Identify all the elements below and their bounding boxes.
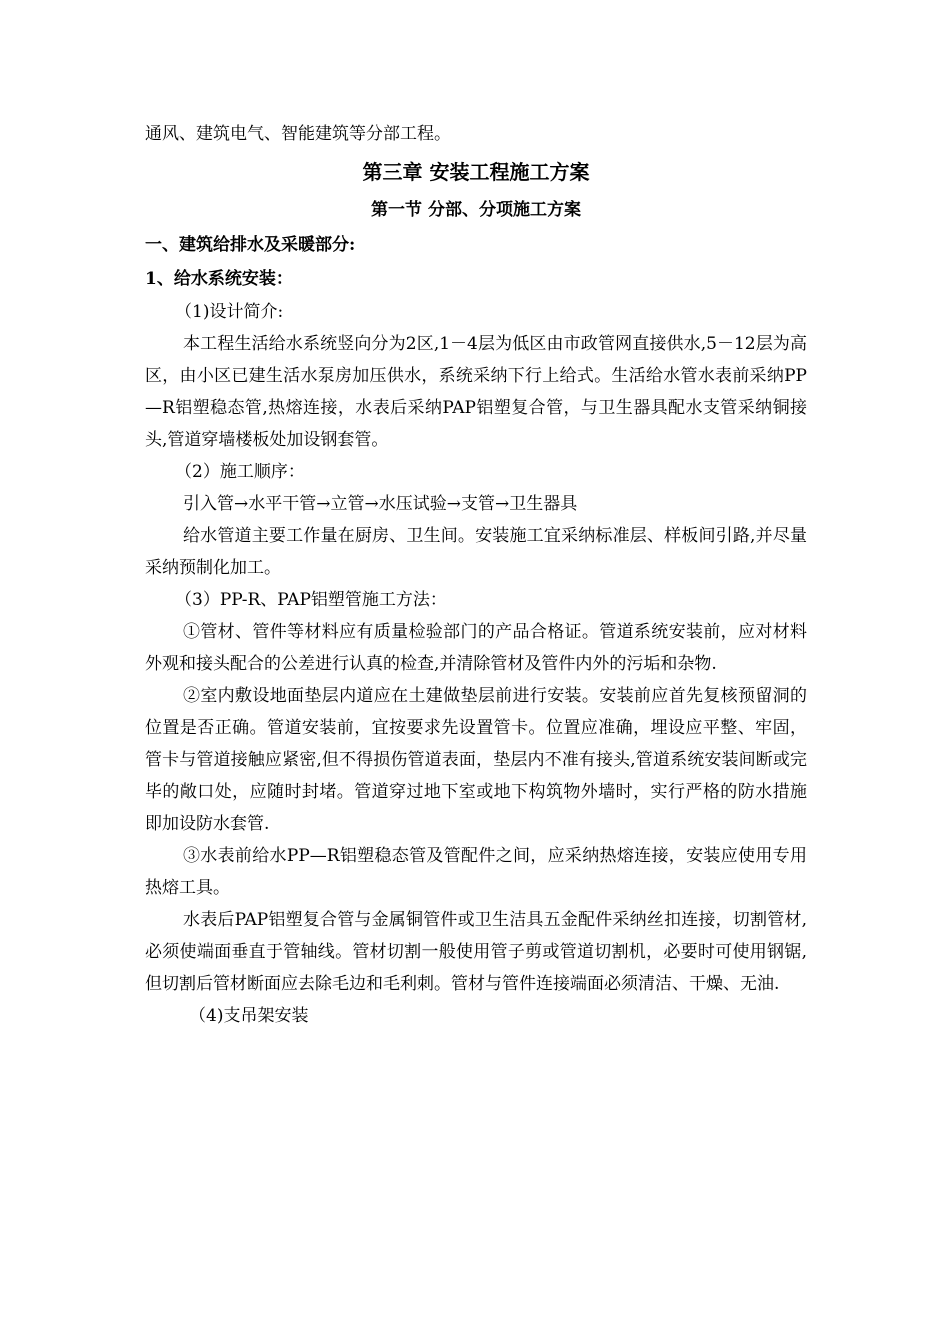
chapter-title: 第三章 安装工程施工方案 <box>362 160 590 184</box>
paragraph-item-3: ③水表前给水PP—R铝塑稳态管及管配件之间，应采纳热熔连接，安装应使用专用热熔工具。 <box>145 846 807 898</box>
paragraph-design-description: 本工程生活给水系统竖向分为2区,1－4层为低区由市政管网直接供水,5－12层为高区，由小区已建生活水泵房加压供水，系统采纳下行上给式。生活给水管水表前采纳PP—R铝塑稳态管,热熔连接，水表后采纳PAP铝塑复合管，与卫生器具配水支管采纳铜接头,管道穿墙楼板处加设钢套管。 <box>145 334 807 450</box>
subheading-pipe-method: （3）PP-R、PAP铝塑管施工方法： <box>175 590 447 610</box>
paragraph-continuation: 通风、建筑电气、智能建筑等分部工程。 <box>145 124 451 144</box>
subheading-construction-sequence: （2）施工顺序： <box>175 462 305 482</box>
document-body <box>145 118 807 1032</box>
paragraph-item-1: ①管材、管件等材料应有质量检验部门的产品合格证。管道系统安装前，应对材料外观和接头配合的公差进行认真的检查,并清除管材及管件内外的污垢和杂物. <box>145 622 807 674</box>
paragraph-pap-connection: 水表后PAP铝塑复合管与金属铜管件或卫生洁具五金配件采纳丝扣连接，切割管材,必须使端面垂直于管轴线。管材切割一般使用管子剪或管道切割机，必要时可使用钢锯,但切割后管材断面应去除毛边和毛利刺。管材与管件连接端面必须清洁、干燥、无油. <box>145 910 807 994</box>
subheading-support-installation: （4)支吊架安装 <box>189 1006 309 1026</box>
section-title: 第一节 分部、分项施工方案 <box>371 200 581 220</box>
heading-water-supply-installation: 1、给水系统安装： <box>145 269 293 289</box>
subheading-design-intro: （1)设计简介: <box>175 302 284 322</box>
paragraph-workload: 给水管道主要工作量在厨房、卫生间。安装施工宜采纳标准层、样板间引路,并尽量采纳预制化加工。 <box>145 526 807 578</box>
paragraph-item-2: ②室内敷设地面垫层内道应在土建做垫层前进行安装。安装前应首先复核预留洞的位置是否正确。管道安装前，宜按要求先设置管卡。位置应准确，埋设应平整、牢固，管卡与管道接触应紧密,但不得损伤管道表面，垫层内不准有接头,管道系统安装间断或完毕的敞口处，应随时封堵。管道穿过地下室或地下构筑物外墙时，实行严格的防水措施即加设防水套管. <box>145 686 807 834</box>
paragraph-sequence-flow: 引入管→水平干管→立管→水压试验→支管→卫生器具 <box>183 494 578 514</box>
heading-plumbing-heating: 一、建筑给排水及采暖部分: <box>145 235 356 255</box>
